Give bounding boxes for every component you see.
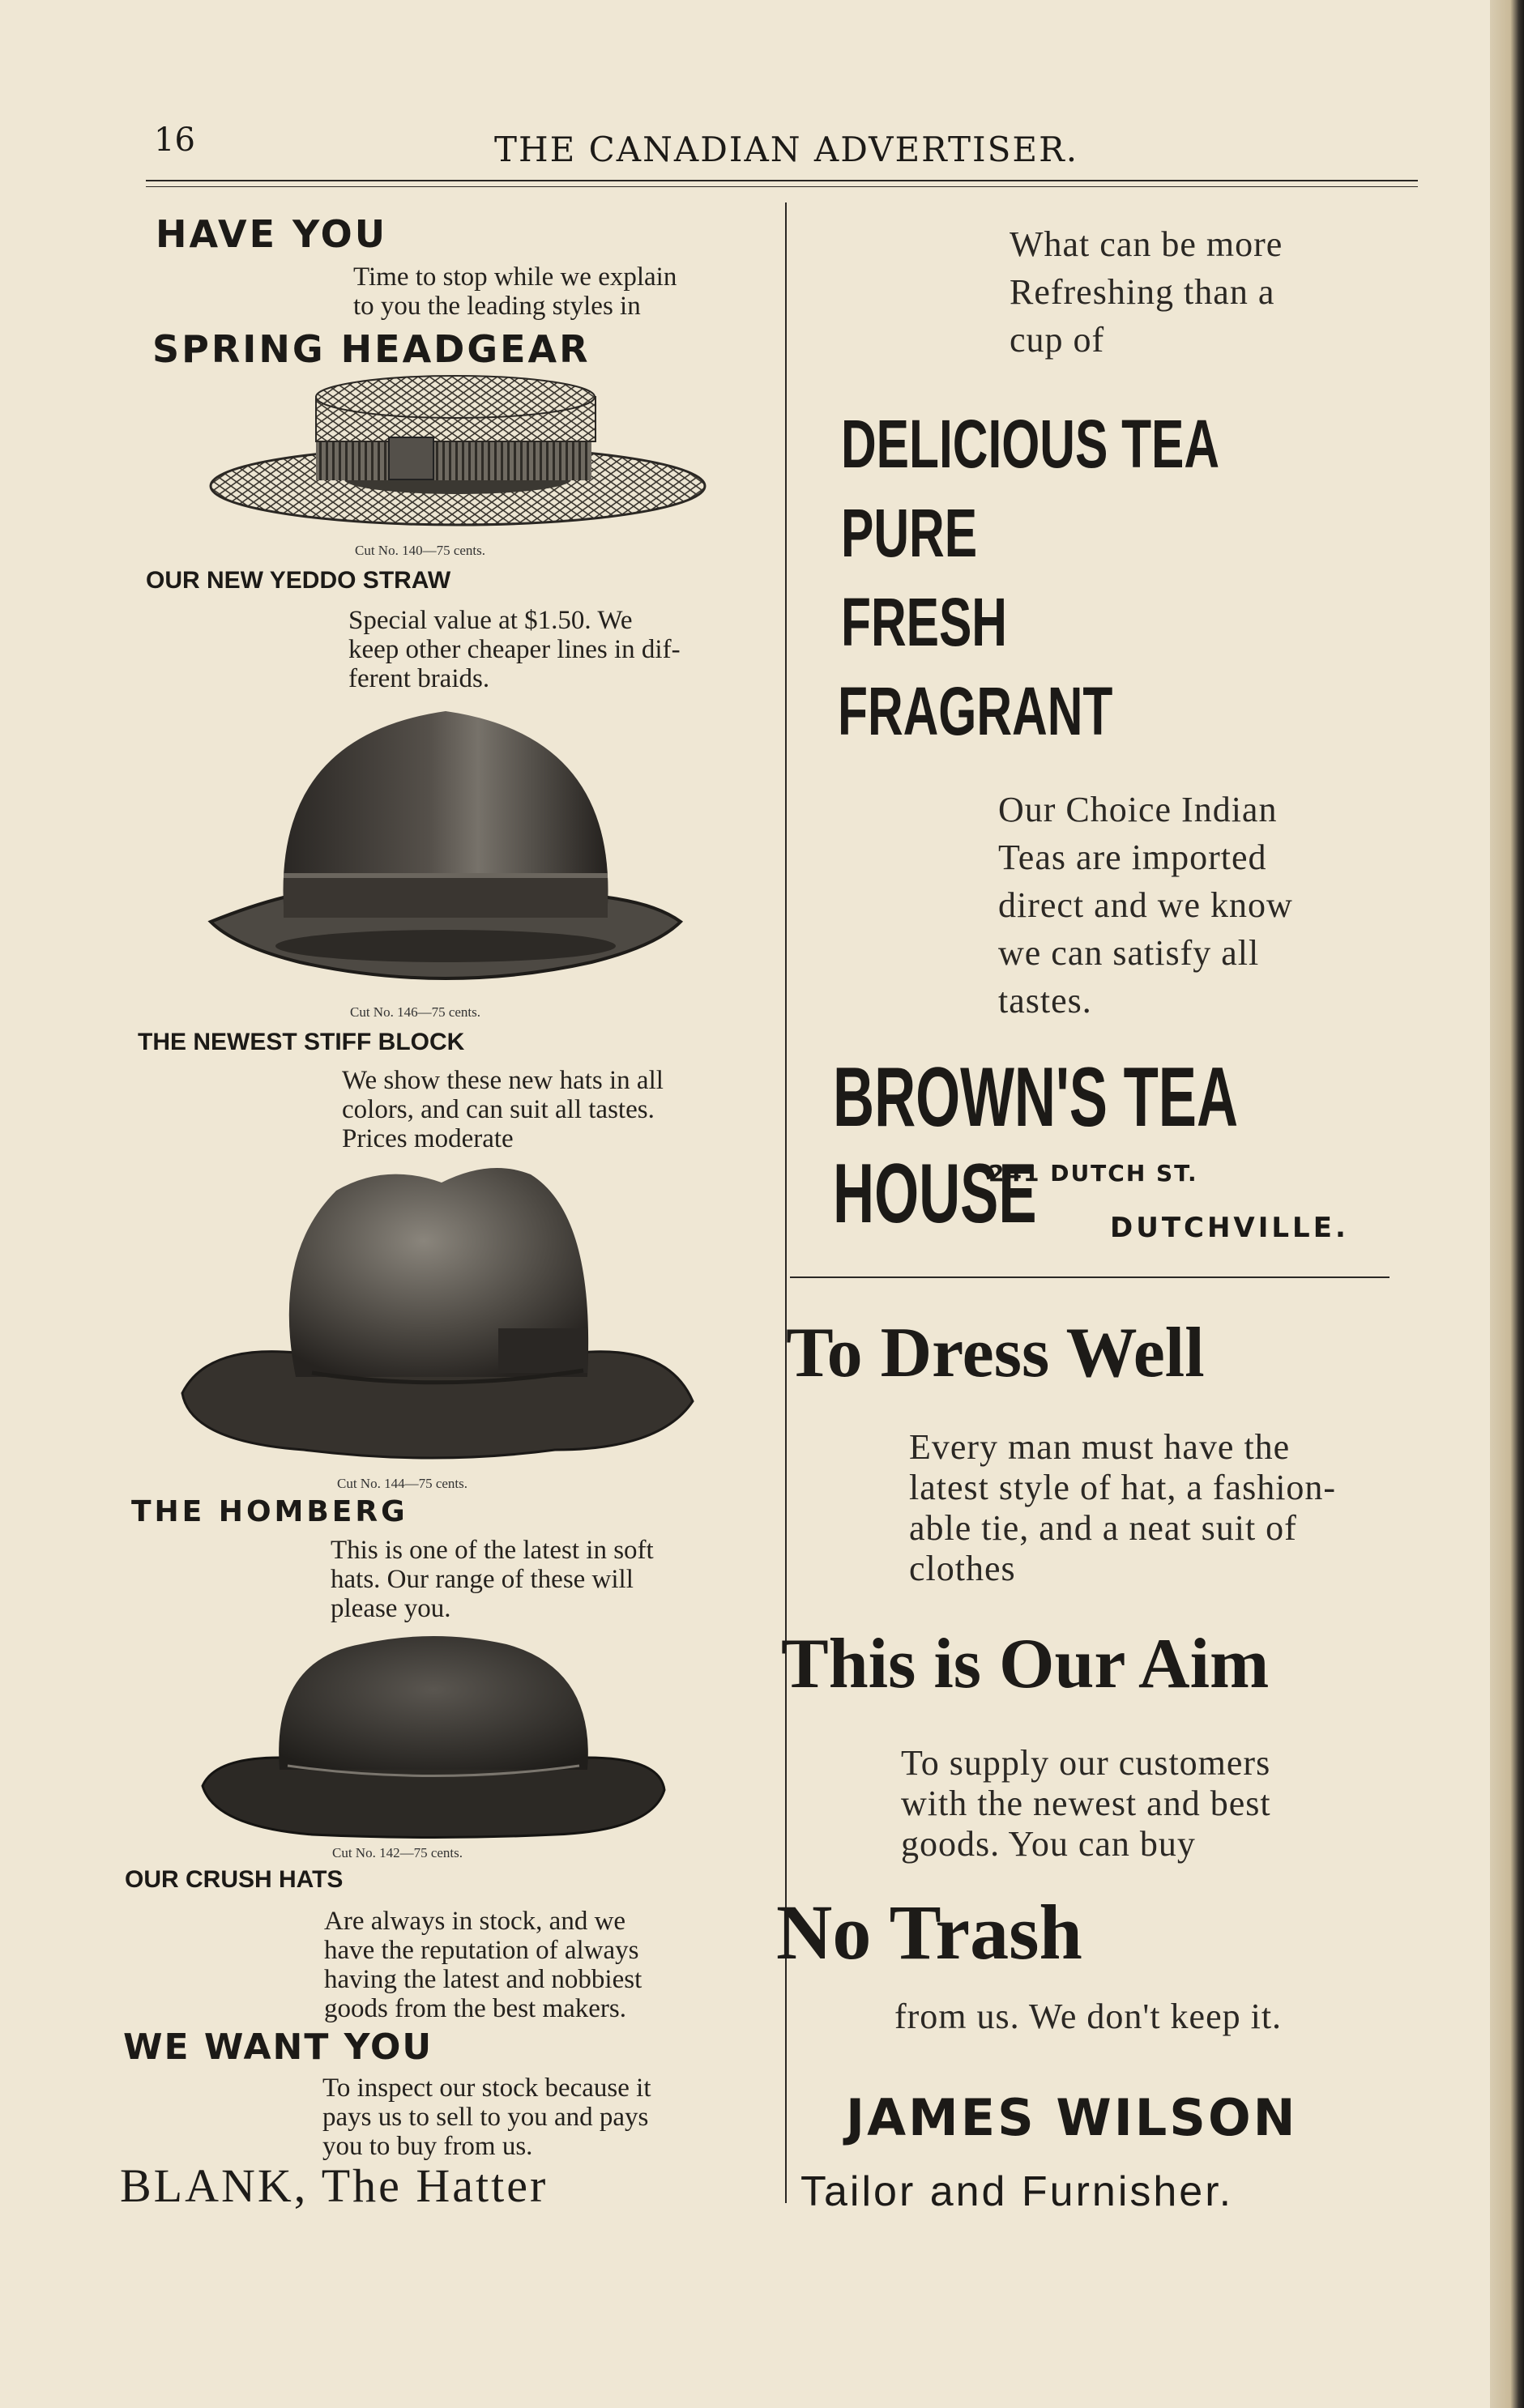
- section-rule: [790, 1276, 1390, 1278]
- hat-desc-line: keep other cheaper lines in dif-: [348, 635, 681, 664]
- want-line: To inspect our stock because it: [322, 2073, 651, 2103]
- header-rule: [146, 180, 1418, 181]
- hat-desc-line: have the reputation of always: [324, 1936, 639, 1965]
- hat-desc-line: goods from the best makers.: [324, 1994, 627, 2023]
- tailor-body-line: able tie, and a neat suit of: [909, 1508, 1297, 1548]
- crush-hat-illustration: [199, 1628, 668, 1839]
- tailor-body-line: from us. We don't keep it.: [894, 1997, 1283, 2036]
- hat-desc-line: Special value at $1.50. We: [348, 606, 633, 635]
- tailor-body-line: goods. You can buy: [901, 1824, 1196, 1864]
- hat-desc-line: This is one of the latest in soft: [331, 1536, 654, 1565]
- dress-well-heading: To Dress Well: [786, 1314, 1205, 1392]
- tea-word: DELICIOUS TEA: [841, 406, 1220, 482]
- hat-desc-line: Are always in stock, and we: [324, 1907, 626, 1936]
- homberg-hat-illustration: [174, 1158, 701, 1466]
- bowler-hat-illustration: [203, 703, 689, 995]
- tea-word: FRAGRANT: [838, 673, 1113, 749]
- page-header-title: THE CANADIAN ADVERTISER.: [494, 130, 1079, 169]
- no-trash-heading: No Trash: [776, 1889, 1082, 1975]
- tea-body-line: Teas are imported: [998, 837, 1267, 877]
- intro-line-1: Time to stop while we explain: [353, 262, 677, 292]
- tea-body-line: we can satisfy all: [998, 933, 1260, 973]
- hat-title: THE NEWEST STIFF BLOCK: [138, 1029, 465, 1055]
- hat-desc-line: Prices moderate: [342, 1124, 514, 1153]
- hat-desc-line: please you.: [331, 1594, 451, 1623]
- hat-caption: Cut No. 144—75 cents.: [337, 1476, 468, 1491]
- tailor-body-line: with the newest and best: [901, 1784, 1271, 1823]
- tailor-body-line: clothes: [909, 1549, 1016, 1588]
- our-aim-heading: This is Our Aim: [781, 1625, 1270, 1703]
- hat-title: THE HOMBERG: [131, 1495, 408, 1528]
- hat-caption: Cut No. 142—75 cents.: [332, 1845, 463, 1860]
- spring-headgear-heading: SPRING HEADGEAR: [152, 327, 591, 371]
- tea-street: 241 DUTCH ST.: [988, 1160, 1198, 1187]
- want-line: you to buy from us.: [322, 2132, 533, 2161]
- page-number: 16: [154, 121, 195, 159]
- tailor-body-line: To supply our customers: [901, 1743, 1271, 1783]
- tea-body-line: Our Choice Indian: [998, 790, 1278, 829]
- tea-intro-line: What can be more: [1010, 224, 1283, 264]
- tea-body-line: direct and we know: [998, 885, 1293, 925]
- hat-caption: Cut No. 140—75 cents.: [355, 543, 486, 558]
- hat-title: OUR CRUSH HATS: [125, 1866, 344, 1893]
- hat-desc-line: colors, and can suit all tastes.: [342, 1095, 655, 1124]
- hat-title: OUR NEW YEDDO STRAW: [146, 567, 451, 594]
- tailor-name: JAMES WILSON: [846, 2088, 1298, 2147]
- tailor-body-line: latest style of hat, a fashion-: [909, 1468, 1337, 1507]
- have-you-heading: HAVE YOU: [156, 212, 388, 256]
- hat-desc-line: We show these new hats in all: [342, 1066, 664, 1095]
- straw-boater-hat-illustration: [203, 373, 713, 539]
- hat-desc-line: having the latest and nobbiest: [324, 1965, 642, 1994]
- header-rule-thin: [146, 186, 1418, 187]
- tea-intro-line: Refreshing than a: [1010, 272, 1275, 312]
- tea-word: FRESH: [841, 584, 1007, 660]
- tailor-trade: Tailor and Furnisher.: [800, 2168, 1234, 2215]
- page-edge: [1490, 0, 1524, 2408]
- hat-desc-line: hats. Our range of these will: [331, 1565, 634, 1594]
- hatter-signature: BLANK, The Hatter: [120, 2159, 549, 2212]
- intro-line-2: to you the leading styles in: [353, 292, 641, 321]
- want-line: pays us to sell to you and pays: [322, 2103, 649, 2132]
- tea-word: PURE: [841, 495, 978, 571]
- tea-body-line: tastes.: [998, 981, 1092, 1021]
- tailor-body-line: Every man must have the: [909, 1427, 1291, 1467]
- tea-town: DUTCHVILLE.: [1110, 1212, 1349, 1244]
- hat-caption: Cut No. 146—75 cents.: [350, 1004, 481, 1020]
- we-want-you-heading: WE WANT YOU: [123, 2027, 433, 2068]
- tea-intro-line: cup of: [1010, 320, 1105, 360]
- hat-desc-line: ferent braids.: [348, 664, 490, 693]
- tea-house-name: BROWN'S TEA HOUSE: [833, 1051, 1236, 1241]
